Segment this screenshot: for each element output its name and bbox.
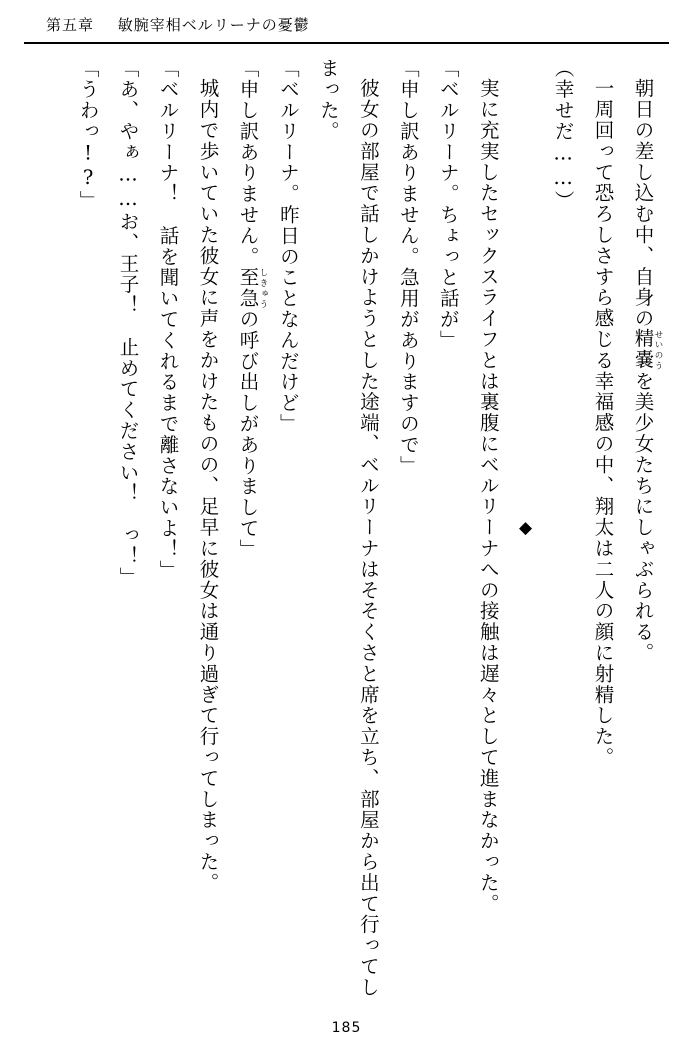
paragraph: 「あ、やぁ……お、王子！ 止めてください！ っ！」 (116, 58, 140, 588)
vertical-text-body (30, 58, 663, 998)
chapter-title: 敏腕宰相ベルリーナの憂鬱 (117, 16, 310, 34)
page-number: 185 (331, 1020, 362, 1036)
paragraph: （幸せだ……） (551, 58, 575, 212)
paragraph: 「申し訳ありません。急用がありますので」 (396, 58, 420, 476)
paragraph: 彼女の部屋で話しかけようとした途端、ベルリーナはそそくさと席を立ち、部屋から出て行ってしまった。 (316, 58, 380, 998)
paragraph: 「申し訳ありません。至急しきゅうの呼び出しがありまして」 (236, 58, 268, 560)
paragraph: 城内で歩いていた彼女に声をかけたものの、足早に彼女は通り過ぎて行ってしまった。 (196, 77, 220, 893)
chapter-number: 第五章 (46, 16, 95, 34)
scene-separator: ◆ (515, 518, 536, 538)
paragraph: 一周回って恐ろしさすら感じる幸福感の中、翔太は二人の顔に射精した。 (591, 77, 615, 768)
header-divider (24, 42, 669, 44)
paragraph: 「ベルリーナ。ちょっと話が」 (436, 58, 460, 351)
paragraph: 朝日の差し込む中、自身の精嚢せいのうを美少女たちにしゃぶられる。 (631, 77, 663, 663)
ruby-shikyuu: 至急しきゅう (236, 267, 268, 309)
paragraph: 「ベルリーナ！ 話を聞いてくれるまで離さないよ！」 (156, 58, 180, 581)
page-header (46, 14, 647, 44)
paragraph: 「ベルリーナ。昨日のことなんだけど」 (276, 58, 300, 435)
paragraph: 実に充実したセックスライフとは裏腹にベルリーナへの接触は遅々として進まなかった。 (476, 77, 500, 914)
ruby-seinou: 精嚢せいのう (631, 328, 663, 371)
paragraph: 「うわっ!?」 (76, 58, 100, 212)
